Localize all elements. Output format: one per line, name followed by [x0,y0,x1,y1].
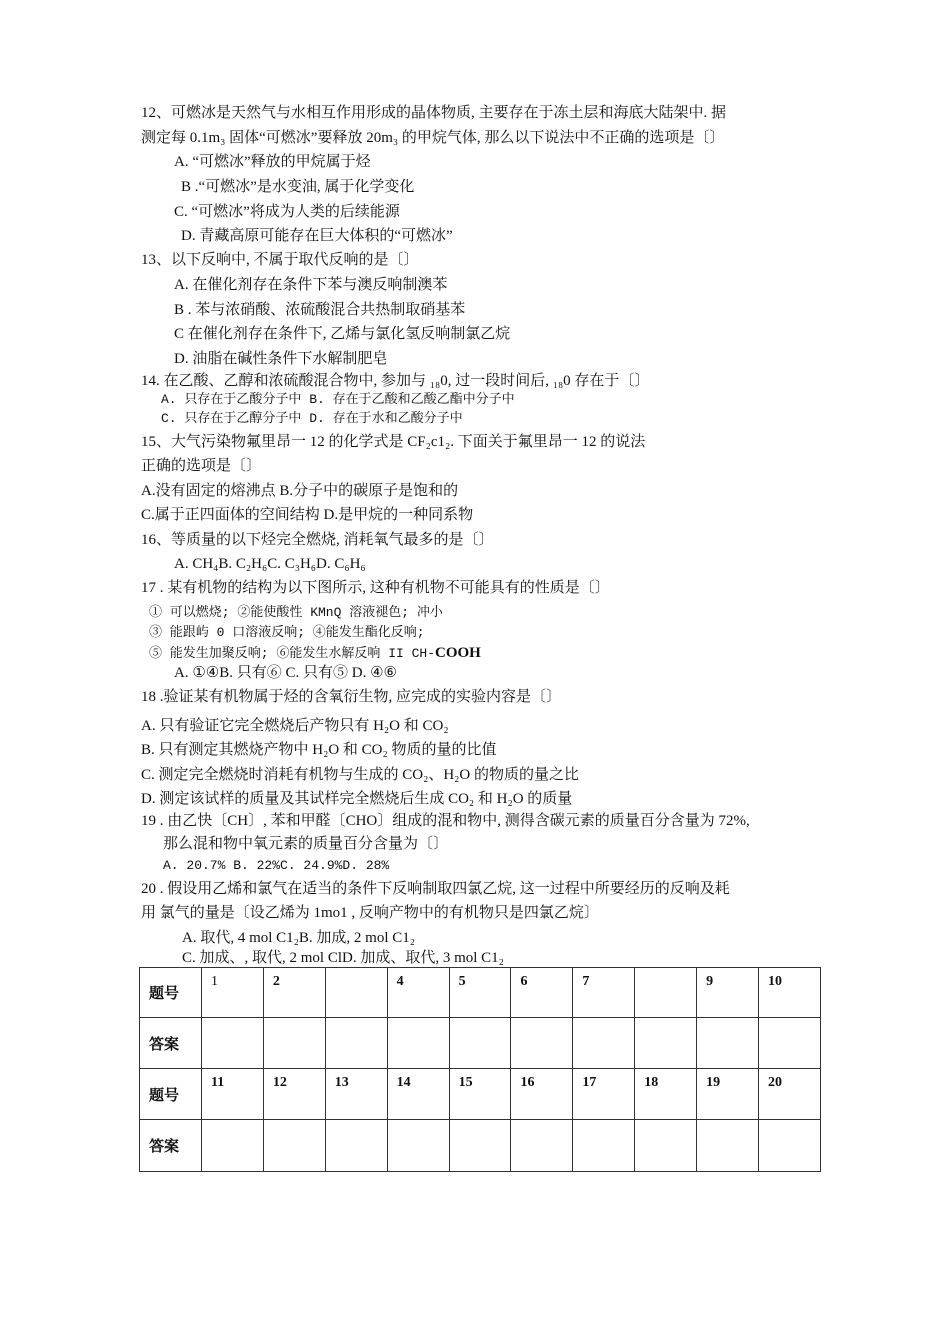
answer-cell[interactable] [759,1120,821,1172]
question-number-cell [635,968,697,1018]
answer-cell[interactable] [573,1120,635,1172]
answer-cell[interactable] [387,1018,449,1069]
q14-options-line2: C. 只存在于乙醇分子中 D. 存在于水和乙酸分子中 [161,411,463,426]
q14-stem: 14. 在乙酸、乙醇和浓硫酸混合物中, 参加与 ₁₈0, 过一段时间后, ₁₈0 存在于〔〕 [141,373,650,389]
q18-option-a: A. 只有验证它完全燃烧后产物只有 H₂O 和 CO₂ [141,718,449,734]
q15-stem-line1: 15、大气污染物氟里昂一 12 的化学式是 CF₂c1₂. 下面关于氟里昂一 12 的说法 [141,434,646,450]
table-row [140,968,821,1018]
tihao-label: 题号 [140,1069,202,1120]
answer-cell[interactable] [511,1120,573,1172]
daan-label: 答案 [140,1120,202,1172]
question-number-cell: 20 [759,1069,821,1120]
q13-option-b: B . 苯与浓硝酸、浓硫酸混合共热制取硝基苯 [174,302,466,318]
question-number-cell: 2 [263,968,325,1018]
question-number-cell: 4 [387,968,449,1018]
q20-stem-line2: 用 氯气的量是〔设乙烯为 1mo1 , 反响产物中的有机物只是四氯乙烷〕 [141,905,599,921]
question-number-cell: 6 [511,968,573,1018]
question-number-cell: 15 [449,1069,511,1120]
answer-cell[interactable] [449,1120,511,1172]
q19-stem-line1: 19 . 由乙快〔CH〕, 苯和甲醛〔CHO〕组成的混和物中, 测得含碳元素的质量百分含量为 72%, [141,813,750,829]
question-number-cell: 9 [697,968,759,1018]
question-number-cell: 12 [263,1069,325,1120]
q13-option-a: A. 在催化剂存在条件下苯与澳反响制澳苯 [174,277,448,293]
q12-option-d: D. 青藏高原可能存在巨大体积的“可燃冰” [181,228,453,244]
question-number-cell: 16 [511,1069,573,1120]
q17-property-line2: ③ 能跟屿 0 口溶液反响; ④能发生酯化反响; [149,625,425,640]
question-number-cell: 18 [635,1069,697,1120]
answer-cell[interactable] [697,1120,759,1172]
q12-option-b: B .“可燃冰”是水变油, 属于化学变化 [181,179,415,195]
question-number-cell: 11 [202,1069,264,1120]
q19-stem-line2: 那么混和物中氧元素的质量百分含量为〔〕 [163,836,449,852]
q16-options: A. CH₄B. C₂H₆C. C₃H₆D. C₆H₆ [174,556,366,572]
answer-cell[interactable] [697,1018,759,1069]
question-number-cell: 17 [573,1069,635,1120]
answer-cell[interactable] [325,1120,387,1172]
q18-stem: 18 .验证某有机物属于烃的含氧衍生物, 应完成的实验内容是〔〕 [141,689,562,705]
q20-stem-line1: 20 . 假设用乙烯和氯气在适当的条件下反响制取四氯乙烷, 这一过程中所要经历的反响及耗 [141,881,730,897]
q19-options: A. 20.7% B. 22%C. 24.9%D. 28% [163,858,390,873]
question-number-cell: 10 [759,968,821,1018]
q17-cooh-group: COOH [435,645,481,661]
answer-cell[interactable] [387,1120,449,1172]
table-row [140,1120,821,1172]
q13-stem: 13、以下反响中, 不属于取代反响的是〔〕 [141,252,419,268]
q12-option-a: A. “可燃冰”释放的甲烷属于烃 [174,154,371,170]
q17-property-line3-text: ⑤ 能发生加聚反响; ⑥能发生水解反响 II CH- [149,646,436,661]
q15-options-line1: A.没有固定的熔沸点 B.分子中的碳原子是饱和的 [141,483,459,499]
question-number-cell: 13 [325,1069,387,1120]
q18-option-b: B. 只有测定其燃烧产物中 H₂O 和 CO₂ 物质的量的比值 [141,742,497,758]
answer-cell[interactable] [263,1018,325,1069]
answer-cell[interactable] [263,1120,325,1172]
answer-cell[interactable] [449,1018,511,1069]
daan-label: 答案 [140,1018,202,1069]
q13-option-d: D. 油脂在碱性条件下水解制肥皂 [174,351,388,367]
table-row [140,1069,821,1120]
q12-stem-line1: 12、可燃冰是天然气与水相互作用形成的晶体物质, 主要存在于冻土层和海底大陆架中. 据 [141,105,727,121]
q17-options: A. ①④B. 只有⑥ C. 只有⑤ D. ④⑥ [174,665,397,681]
tihao-label: 题号 [140,968,202,1018]
q20-options-line1: A. 取代, 4 mol C1₂B. 加成, 2 mol C1₂ [182,930,415,946]
q17-stem: 17 . 某有机物的结构为以下图所示, 这种有机物不可能具有的性质是〔〕 [141,580,610,596]
q18-option-d: D. 测定该试样的质量及其试样完全燃烧后生成 CO₂ 和 H₂O 的质量 [141,791,573,807]
answer-cell[interactable] [635,1120,697,1172]
answer-cell[interactable] [511,1018,573,1069]
table-row [140,1018,821,1069]
answer-cell[interactable] [202,1120,264,1172]
answer-cell[interactable] [759,1018,821,1069]
q17-property-line1: ① 可以燃烧; ②能使酸性 KMnQ 溶液褪色; 冲小 [149,605,443,620]
q15-options-line2: C.属于正四面体的空间结构 D.是甲烷的一种同系物 [141,507,474,523]
q13-option-c: C 在催化剂存在条件下, 乙烯与氯化氢反响制氯乙烷 [174,326,511,342]
question-number-cell: 1 [202,968,264,1018]
q12-option-c: C. “可燃冰”将成为人类的后续能源 [174,204,400,220]
q14-options-line1: A. 只存在于乙酸分子中 B. 存在于乙酸和乙酸乙酯中分子中 [161,392,515,407]
answer-cell[interactable] [573,1018,635,1069]
q17-property-line3 [149,643,481,664]
answer-cell[interactable] [202,1018,264,1069]
question-number-cell: 7 [573,968,635,1018]
question-number-cell [325,968,387,1018]
question-number-cell: 19 [697,1069,759,1120]
q20-options-line2: C. 加成、, 取代, 2 mol ClD. 加成、取代, 3 mol C1₂ [182,950,504,966]
answer-cell[interactable] [325,1018,387,1069]
answer-cell[interactable] [635,1018,697,1069]
q18-option-c: C. 测定完全燃烧时消耗有机物与生成的 CO₂、H₂O 的物质的量之比 [141,767,579,783]
question-number-cell: 5 [449,968,511,1018]
q12-stem-line2: 测定每 0.1m₃ 固体“可燃冰”要释放 20m₃ 的甲烷气体, 那么以下说法中不正确的选项是〔〕 [141,130,725,146]
answer-table [139,967,821,1172]
q16-stem: 16、等质量的以下烃完全燃烧, 消耗氧气最多的是〔〕 [141,532,494,548]
question-number-cell: 14 [387,1069,449,1120]
q15-stem-line2: 正确的选项是〔〕 [141,458,262,474]
